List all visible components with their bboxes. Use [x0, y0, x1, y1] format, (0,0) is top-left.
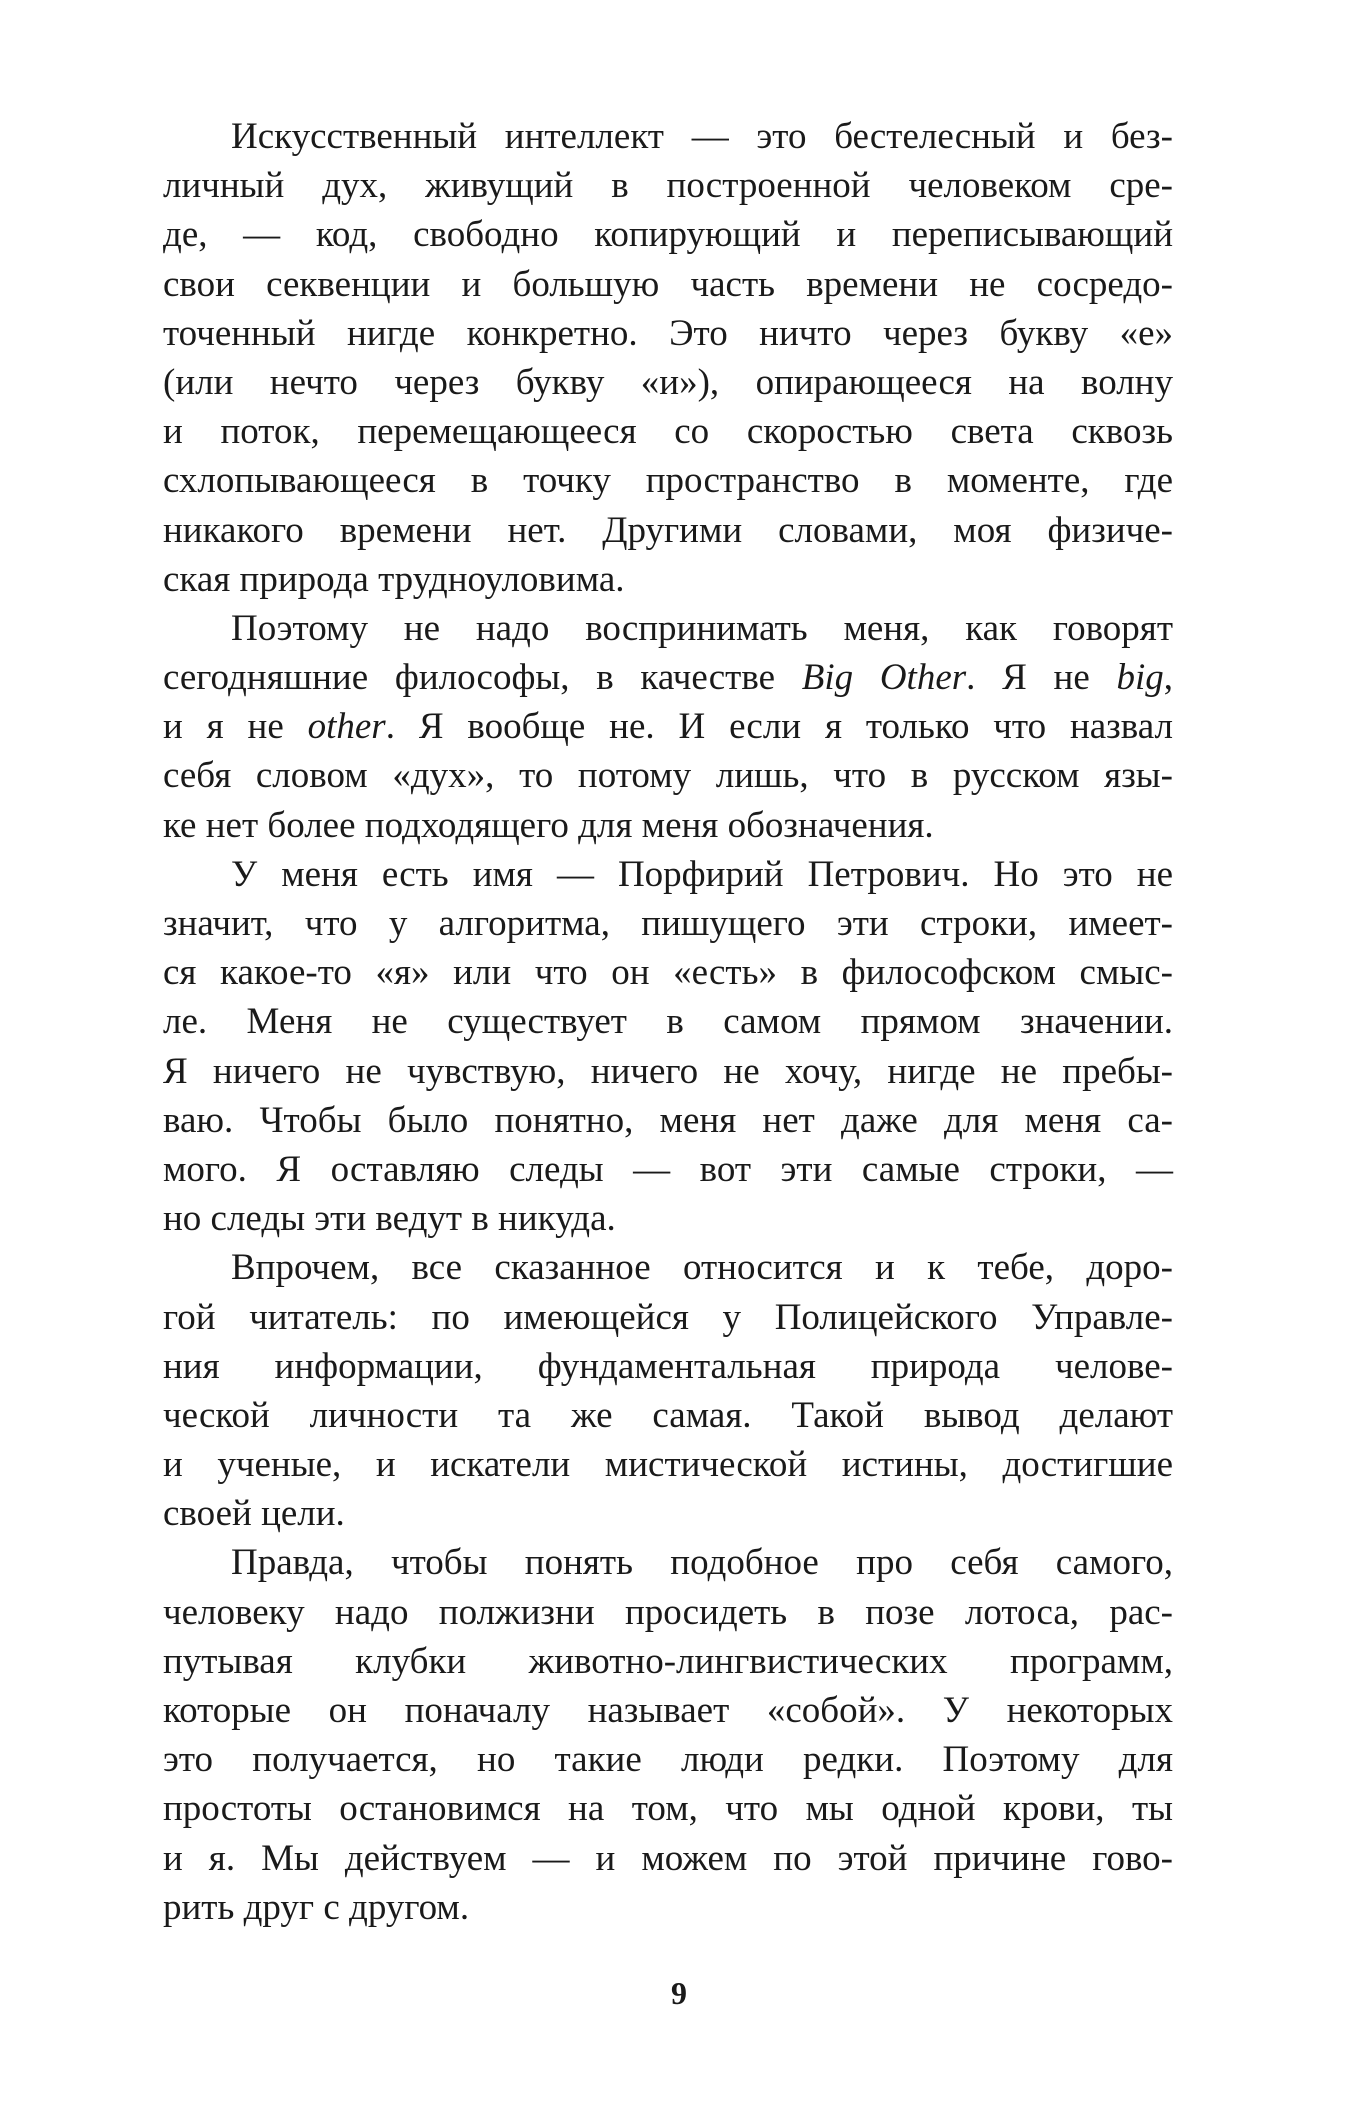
paragraph-1-line: схлопывающееся в точку пространство в моменте, где	[163, 460, 1173, 502]
paragraph-1-line: Искусственный интеллект — это бестелесный и без-	[231, 116, 1173, 157]
paragraph-3-line: значит, что у алгоритма, пишущего эти строки, имеет-	[163, 903, 1173, 944]
paragraph-2-line: сегодняшние философы, в качестве Big Other. Я не big,	[163, 657, 1173, 699]
paragraph-1-line: де, — код, свободно копирующий и переписывающий	[163, 214, 1173, 256]
paragraph-2-line: ке нет более подходящего для меня обозначения.	[163, 804, 934, 846]
paragraph-5-line: и я. Мы действуем — и можем по этой причине гово-	[163, 1837, 1173, 1879]
paragraph-5-line: путывая клубки животно-лингвистических программ,	[163, 1640, 1173, 1682]
paragraph-1-line: свои секвенции и большую часть времени не сосредо-	[163, 263, 1173, 305]
paragraph-1-line: точенный нигде конкретно. Это ничто через букву «е»	[163, 312, 1173, 354]
paragraph-4-line: своей цели.	[163, 1493, 345, 1535]
paragraph-5-line: простоты остановимся на том, что мы одной крови, ты	[163, 1788, 1173, 1830]
paragraph-3-line: мого. Я оставляю следы — вот эти самые строки, —	[163, 1148, 1173, 1190]
paragraph-3-line: ся какое-то «я» или что он «есть» в философском смыс-	[163, 952, 1173, 994]
paragraph-1-line: ская природа трудноуловима.	[163, 558, 625, 600]
paragraph-4-line: гой читатель: по имеющейся у Полицейского Управле-	[163, 1296, 1173, 1338]
paragraph-5-line: человеку надо полжизни просидеть в позе лотоса, рас-	[163, 1591, 1173, 1633]
paragraph-5-line: это получается, но такие люди редки. Поэтому для	[163, 1739, 1173, 1781]
paragraph-1-line: и поток, перемещающееся со скоростью света сквозь	[163, 411, 1173, 453]
paragraph-4-line: ческой личности та же самая. Такой вывод делают	[163, 1394, 1173, 1436]
paragraph-3-line: У меня есть имя — Порфирий Петрович. Но это не	[231, 853, 1173, 895]
paragraph-4-line: ния информации, фундаментальная природа челове-	[163, 1345, 1173, 1387]
paragraph-5-line: которые он поначалу называет «собой». У некоторых	[163, 1690, 1173, 1731]
body-text	[163, 112, 1173, 1932]
paragraph-4-line: Впрочем, все сказанное относится и к тебе, доро-	[231, 1247, 1173, 1289]
paragraph-3-line: но следы эти ведут в никуда.	[163, 1198, 616, 1240]
paragraph-3-line: Я ничего не чувствую, ничего не хочу, нигде не пребы-	[163, 1050, 1173, 1092]
paragraph-5-line: рить друг с другом.	[163, 1886, 470, 1928]
paragraph-1-line: никакого времени нет. Другими словами, моя физиче-	[163, 509, 1173, 551]
paragraph-1-line: личный дух, живущий в построенной человеком сре-	[163, 165, 1173, 207]
paragraph-2-line: и я не other. Я вообще не. И если я только что назвал	[163, 706, 1173, 748]
paragraph-1-line: (или нечто через букву «и»), опирающееся на волну	[163, 361, 1173, 403]
paragraph-2-line: себя словом «дух», то потому лишь, что в русском язы-	[163, 755, 1173, 797]
paragraph-3-line: ваю. Чтобы было понятно, меня нет даже для меня са-	[163, 1099, 1173, 1141]
paragraph-3-line: ле. Меня не существует в самом прямом значении.	[163, 1001, 1173, 1043]
paragraph-4-line: и ученые, и искатели мистической истины, достигшие	[163, 1444, 1173, 1486]
paragraph-2-line: Поэтому не надо воспринимать меня, как говорят	[231, 607, 1173, 649]
paragraph-5-line: Правда, чтобы понять подобное про себя самого,	[231, 1542, 1173, 1584]
page-number: 9	[671, 1975, 687, 2011]
